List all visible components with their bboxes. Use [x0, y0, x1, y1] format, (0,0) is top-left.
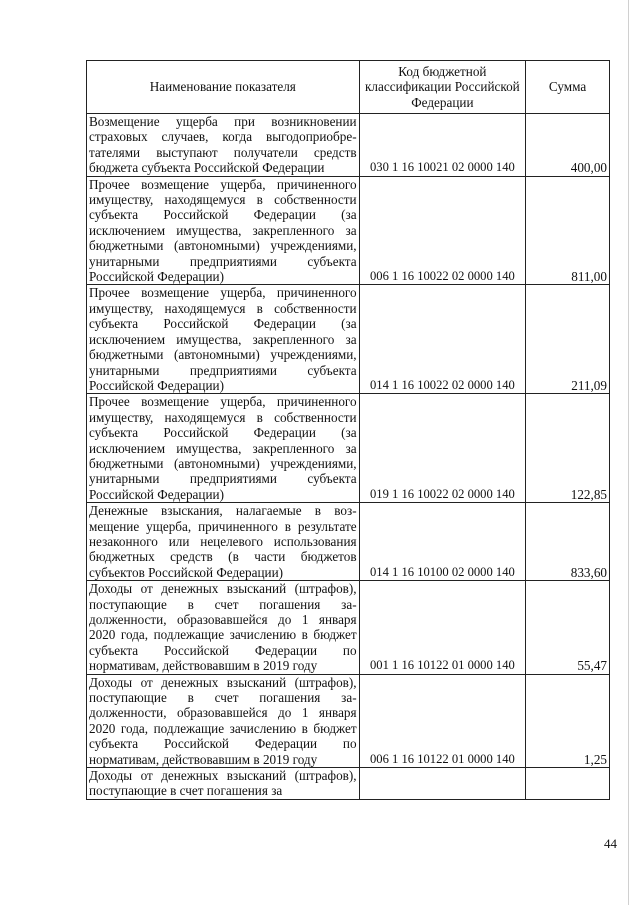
row-budget-code: 014 1 16 10100 02 0000 140	[359, 503, 526, 581]
row-indicator-name: Денежные взыскания, налагаемые в возмещение ущерба, причиненного в результате незаконного или нецелевого использования бюджетных средств (в части бюджетов субъектов Российской Федерации)	[87, 503, 360, 581]
header-sum: Сумма	[526, 61, 610, 114]
row-sum: 211,09	[526, 285, 610, 394]
row-budget-code: 001 1 16 10122 01 0000 140	[359, 581, 526, 674]
table-row	[87, 503, 610, 581]
row-sum: 400,00	[526, 114, 610, 177]
page-number: 44	[604, 836, 617, 851]
row-sum: 833,60	[526, 503, 610, 581]
table-header-row	[87, 61, 610, 114]
budget-revenue-table	[86, 60, 610, 800]
row-sum: 1,25	[526, 674, 610, 767]
row-sum: 55,47	[526, 581, 610, 674]
table-row	[87, 674, 610, 767]
page-edge-line	[628, 0, 629, 905]
header-indicator-name: Наименование показателя	[87, 61, 360, 114]
row-sum	[526, 768, 610, 800]
row-indicator-name: Доходы от денежных взысканий (штрафов), поступающие в счет погашения за	[87, 768, 360, 800]
table-row	[87, 768, 610, 800]
row-budget-code	[359, 768, 526, 800]
row-indicator-name: Доходы от денежных взысканий (штрафов), поступающие в счет погашения задолженности, образовавшейся до 1 января 2020 года, подлежащие зачислению в бюджет субъекта Российской Федерации по нормативам, действовавшим в 2019 году	[87, 581, 360, 674]
row-sum: 811,00	[526, 176, 610, 285]
row-budget-code: 019 1 16 10022 02 0000 140	[359, 394, 526, 503]
row-indicator-name: Прочее возмещение ущерба, причиненного имуществу, находящемуся в собственности субъекта Российской Федерации (за исключением имущества, закрепленного за бюджетными (автономными) учреждениями, унитарными предприятиями субъекта Российской Федерации)	[87, 394, 360, 503]
row-indicator-name: Прочее возмещение ущерба, причиненного имуществу, находящемуся в собственности субъекта Российской Федерации (за исключением имущества, закрепленного за бюджетными (автономными) учреждениями, унитарными предприятиями субъекта Российской Федерации)	[87, 176, 360, 285]
row-indicator-name: Прочее возмещение ущерба, причиненного имуществу, находящемуся в собственности субъекта Российской Федерации (за исключением имущества, закрепленного за бюджетными (автономными) учреждениями, унитарными предприятиями субъекта Российской Федерации)	[87, 285, 360, 394]
table-row	[87, 176, 610, 285]
table-row	[87, 285, 610, 394]
row-sum: 122,85	[526, 394, 610, 503]
row-budget-code: 014 1 16 10022 02 0000 140	[359, 285, 526, 394]
row-budget-code: 030 1 16 10021 02 0000 140	[359, 114, 526, 177]
row-budget-code: 006 1 16 10122 01 0000 140	[359, 674, 526, 767]
header-budget-code: Код бюджетной классификации Российской Федерации	[359, 61, 526, 114]
table-row	[87, 581, 610, 674]
table-row	[87, 114, 610, 177]
table-continuation-cut	[86, 818, 612, 838]
row-indicator-name: Доходы от денежных взысканий (штрафов), поступающие в счет погашения задолженности, образовавшейся до 1 января 2020 года, подлежащие зачислению в бюджет субъекта Российской Федерации по нормативам, действовавшим в 2019 году	[87, 674, 360, 767]
row-budget-code: 006 1 16 10022 02 0000 140	[359, 176, 526, 285]
table-row	[87, 394, 610, 503]
row-indicator-name: Возмещение ущерба при возникновении страховых случаев, когда выгодоприобретателями выступают получатели средств бюджета субъекта Российской Федерации	[87, 114, 360, 177]
